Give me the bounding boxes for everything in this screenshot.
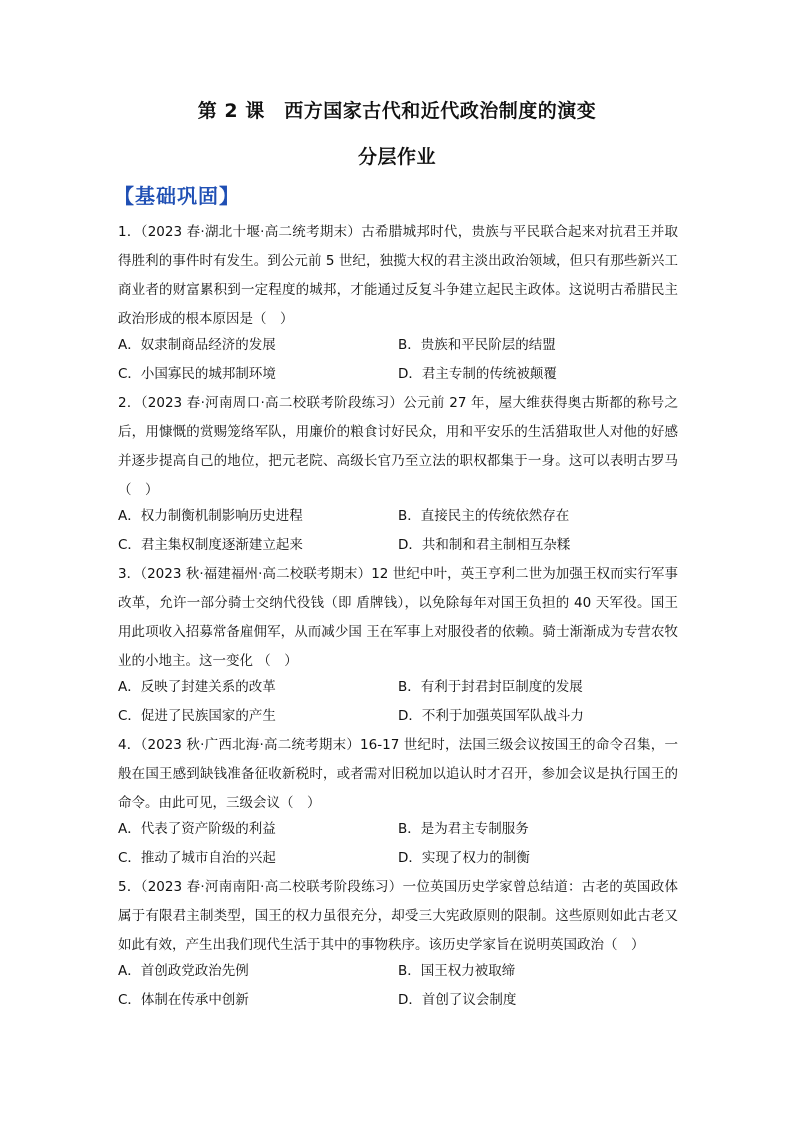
question-2-option-d: D．共和制和君主制相互杂糅 (398, 537, 571, 553)
question-4-stem: 4．（2023 秋·广西北海·高二统考期末）16-17 世纪时，法国三级会议按国王的命令召集，一般在国王感到缺钱准备征收新税时，或者需对旧税加以追认时才召开，参加会议是执行国王的命令。由此可见，三级会议（ ） (118, 737, 678, 811)
question-3-stem: 3．（2023 秋·福建福州·高二校联考期末）12 世纪中叶，英王亨利二世为加强王权而实行军事改革，允许一部分骑士交纳代役钱（即 盾牌钱），以免除每年对国王负担的 40 天军役。国王用此项收入招募常备雇佣军，从而减少国 王在军事上对服役者的依赖。骑士渐渐成为专营农牧业的小地主。这一变化 （ ） (118, 566, 678, 669)
question-5-option-a: A．首创政党政治先例 (118, 963, 249, 979)
question-4-option-d: D．实现了权力的制衡 (398, 850, 530, 866)
question-5-option-c: C．体制在传承中创新 (118, 992, 249, 1008)
question-2-option-a: A．权力制衡机制影响历史进程 (118, 508, 303, 524)
question-5-options (118, 957, 678, 1015)
page-title: 第 2 课 西方国家古代和近代政治制度的演变 (197, 100, 597, 122)
question-5-option-b: B．国王权力被取缔 (398, 963, 516, 979)
question-1-option-c: C．小国寡民的城邦制环境 (118, 366, 276, 382)
question-3-option-b: B．有利于封君封臣制度的发展 (398, 679, 583, 695)
question-1-option-b: B．贵族和平民阶层的结盟 (398, 337, 556, 353)
question-1-option-a: A．奴隶制商品经济的发展 (118, 337, 276, 353)
question-4-option-c: C．推动了城市自治的兴起 (118, 850, 276, 866)
question-1-stem: 1．（2023 春·湖北十堰·高二统考期末）古希腊城邦时代，贵族与平民联合起来对抗君王并取得胜利的事件时有发生。到公元前 5 世纪，独揽大权的君主淡出政治领域，但只有那些新兴工商业者的财富累积到一定程度的城邦，才能通过反复斗争建立起民主政体。这说明古希腊民主政治形成的根本原因是（ ） (118, 224, 678, 327)
question-4-option-b: B．是为君主专制服务 (398, 821, 529, 837)
question-3-option-c: C．促进了民族国家的产生 (118, 708, 276, 724)
question-5-stem: 5．（2023 春·河南南阳·高二校联考阶段练习）一位英国历史学家曾总结道：古老的英国政体属于有限君主制类型，国王的权力虽很充分，却受三大宪政原则的限制。这些原则如此古老又如此有效，产生出我们现代生活于其中的事物秩序。该历史学家旨在说明英国政治（ ） (118, 879, 678, 953)
question-3-option-d: D．不利于加强英国军队战斗力 (398, 708, 584, 724)
question-1-option-d: D．君主专制的传统被颠覆 (398, 366, 557, 382)
section-heading: 【基础巩固】 (114, 184, 240, 208)
question-3-options (118, 673, 678, 731)
question-2-option-c: C．君主集权制度逐渐建立起来 (118, 537, 303, 553)
question-4-options (118, 815, 678, 873)
question-3-option-a: A．反映了封建关系的改革 (118, 679, 276, 695)
question-4-option-a: A．代表了资产阶级的利益 (118, 821, 276, 837)
question-5-option-d: D．首创了议会制度 (398, 992, 517, 1008)
question-1-options (118, 331, 678, 389)
question-2-option-b: B．直接民主的传统依然存在 (398, 508, 570, 524)
question-2-stem: 2．（2023 春·河南周口·高二校联考阶段练习）公元前 27 年，屋大维获得奥古斯都的称号之后，用慷慨的赏赐笼络军队，用廉价的粮食讨好民众，用和平安乐的生活猎取世人对他的好感 并逐步提高自己的地位，把元老院、高级长官乃至立法的职权都集于一身。这可以表明古罗马（ ） (118, 395, 678, 498)
question-2-options (118, 502, 678, 560)
page-subtitle: 分层作业 (357, 146, 436, 168)
